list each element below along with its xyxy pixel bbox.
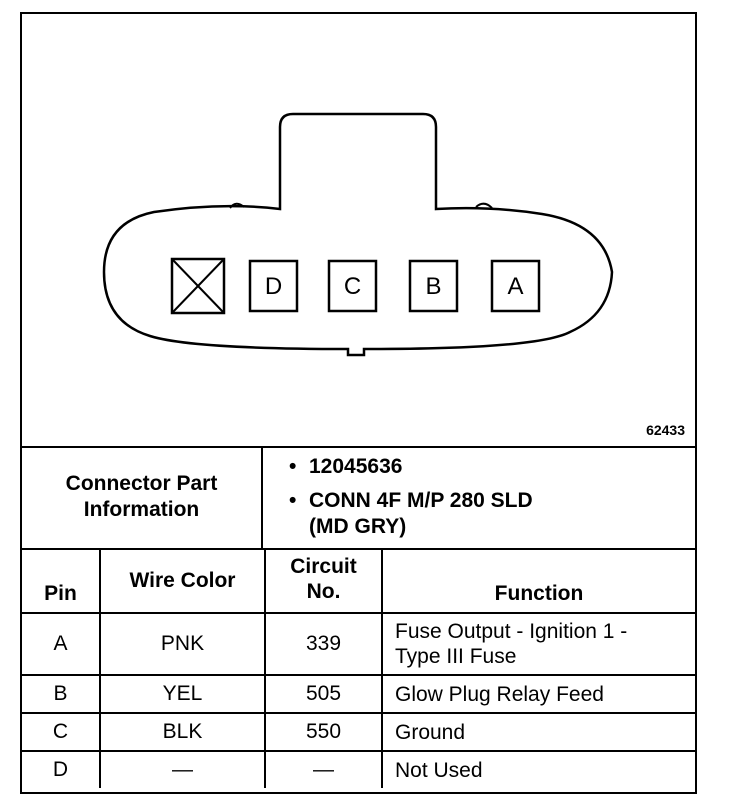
circuit-cell: — [265,751,382,788]
part-info-label-line1: Connector Part [65,472,218,495]
pin-cell: A [22,613,100,675]
part-description-line2: (MD GRY) [309,515,407,538]
circuit-cell: 505 [265,675,382,713]
part-number-line [289,454,695,480]
bullet: • [289,489,297,512]
function-line2: Type III Fuse [395,645,517,668]
pin-cell: C [22,713,100,751]
table-row [22,613,695,675]
cavity-blocked [172,259,224,313]
function-cell: Not Used [382,751,695,788]
part-number: 12045636 [309,455,403,478]
part-info-values [265,446,695,548]
cavity-b [410,261,457,311]
wire-color-cell: PNK [100,613,265,675]
header-circuit-no [265,549,382,613]
table-row [22,675,695,713]
pin-cell: B [22,675,100,713]
cavity-d [250,261,297,311]
pinout-header-row [22,549,695,613]
cavity-c [329,261,376,311]
part-info-label [22,446,263,548]
connector-face-diagram [22,14,695,448]
connector-diagram-frame [20,12,697,794]
table-row [22,713,695,751]
cavity-a [492,261,539,311]
figure-number: 62433 [646,422,685,438]
part-info-label-line2: Information [83,498,200,521]
cavity-a-label: A [507,273,524,300]
part-description-line1: CONN 4F M/P 280 SLD [309,489,533,512]
function-line1: Fuse Output - Ignition 1 - [395,620,628,643]
header-function: Function [382,549,695,613]
wire-color-cell: — [100,751,265,788]
cavity-b-label: B [425,273,442,300]
circuit-cell: 339 [265,613,382,675]
bullet: • [289,455,297,478]
pin-cell: D [22,751,100,788]
header-circuit-line1: Circuit [290,555,357,578]
connector-part-info [22,446,695,550]
connector-body-outline [104,114,612,355]
part-description-line [289,488,695,540]
function-cell: Glow Plug Relay Feed [382,675,695,713]
pinout-table [22,548,695,788]
wire-color-cell: BLK [100,713,265,751]
connector-outline [22,14,695,446]
header-circuit-line2: No. [306,580,341,603]
function-cell [382,613,695,675]
circuit-cell: 550 [265,713,382,751]
header-pin: Pin [22,549,100,613]
header-wire-color: Wire Color [100,549,265,613]
table-row [22,751,695,788]
cavity-d-label: D [264,273,283,300]
cavity-c-label: C [343,273,362,300]
wire-color-cell: YEL [100,675,265,713]
function-cell: Ground [382,713,695,751]
